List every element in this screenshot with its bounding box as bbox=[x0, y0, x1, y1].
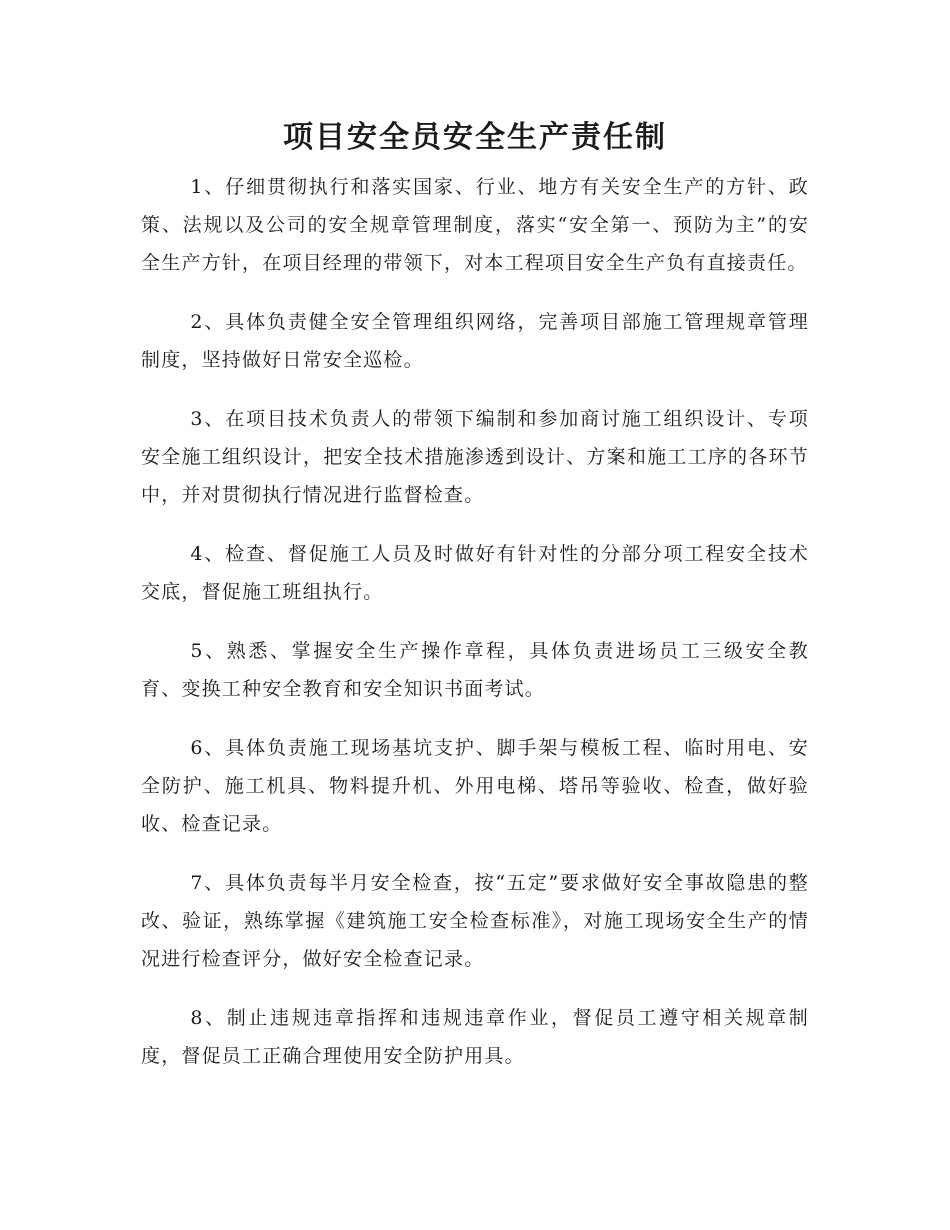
paragraph-1: 1、仔细贯彻执行和落实国家、行业、地方有关安全生产的方针、政策、法规以及公司的安全规章管理制度，落实“安全第一、预防为主”的安全生产方针，在项目经理的带领下，对本工程项目安全生产负有直接责任。 bbox=[141, 176, 809, 274]
paragraph-5: 5、熟悉、掌握安全生产操作章程，具体负责进场员工三级安全教育、变换工种安全教育和安全知识书面考试。 bbox=[141, 640, 809, 700]
document-body bbox=[141, 168, 809, 1096]
paragraph-3: 3、在项目技术负责人的带领下编制和参加商讨施工组织设计、专项安全施工组织设计，把安全技术措施渗透到设计、方案和施工工序的各环节中，并对贯彻执行情况进行监督检查。 bbox=[141, 408, 809, 506]
paragraph-4: 4、检查、督促施工人员及时做好有针对性的分部分项工程安全技术交底，督促施工班组执行。 bbox=[141, 543, 809, 603]
paragraph-8: 8、制止违规违章指挥和违规违章作业，督促员工遵守相关规章制度，督促员工正确合理使用安全防护用具。 bbox=[141, 1007, 809, 1067]
paragraph-2: 2、具体负责健全安全管理组织网络，完善项目部施工管理规章管理制度，坚持做好日常安全巡检。 bbox=[141, 311, 809, 371]
paragraph-7: 7、具体负责每半月安全检查，按“五定”要求做好安全事故隐患的整改、验证，熟练掌握《建筑施工安全检查标准》，对施工现场安全生产的情况进行检查评分，做好安全检查记录。 bbox=[141, 872, 809, 970]
paragraph-6: 6、具体负责施工现场基坑支护、脚手架与模板工程、临时用电、安全防护、施工机具、物料提升机、外用电梯、塔吊等验收、检查，做好验收、检查记录。 bbox=[141, 737, 809, 835]
document-title: 项目安全员安全生产责任制 bbox=[283, 120, 667, 155]
